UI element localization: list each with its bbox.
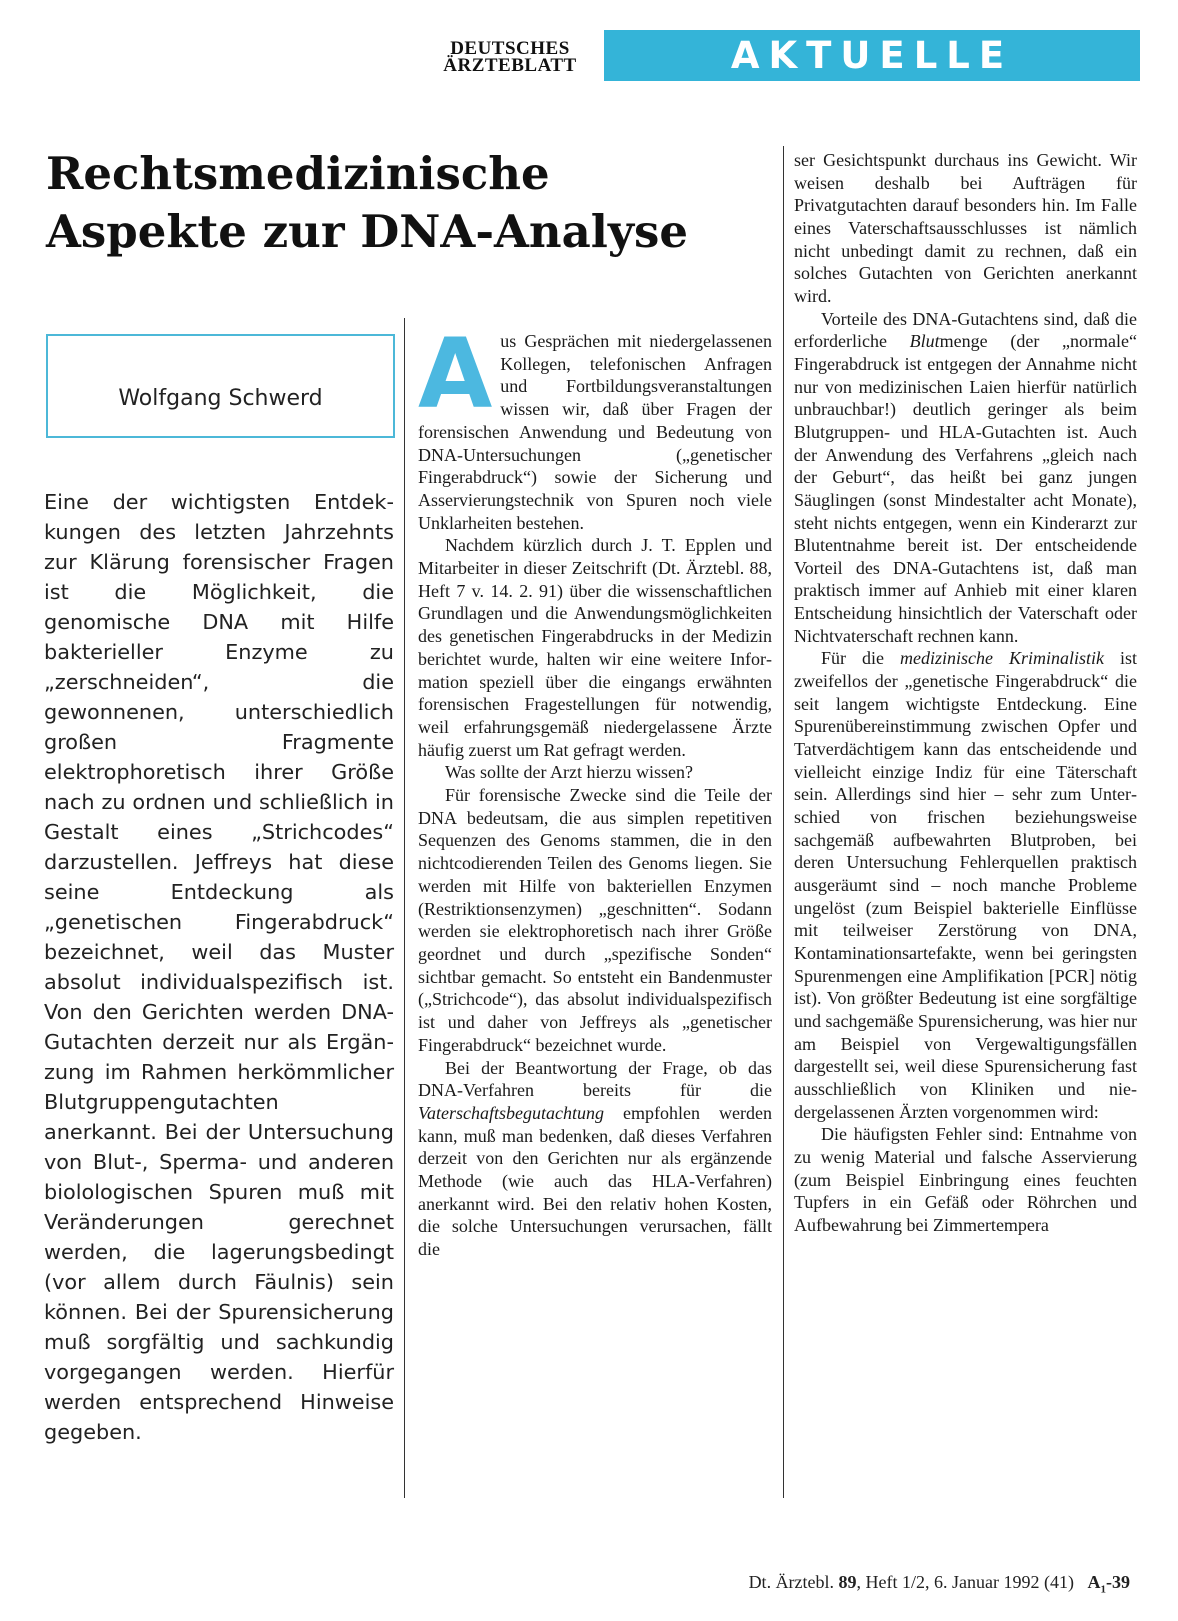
body-paragraph: Für forensische Zwecke sind die Teile der DNA bedeutsam, die aus simplen repetitiven Sequenzen des Genoms stammen, die in den nichtcodierenden Teilen des Genoms liegen. Sie werden mit Hilfe von bakteriellen Enzymen (Restriktionsenzymen) „geschnitten“. Sodann werden sie elektrophoretisch nach ihrer Größe geordnet und durch „spezifische Sonden“ sichtbar gemacht. So entsteht ein Bandenmuster („Strichcode“), das absolut individualspezifisch ist und daher von Jeffreys als „genetischer Fingerabdruck“ bezeichnet wurde. (418, 785, 772, 1055)
page-subscript: 1 (1100, 1583, 1106, 1596)
journal-name-line2: ÄRZTEBLATT (443, 55, 577, 76)
text-run: Für die (821, 648, 900, 669)
emphasis-text: Blut (909, 331, 940, 352)
body-paragraph: Die häufigsten Fehler sind: Entnahme von zu wenig Material und falsche Asservierung (zum Beispiel Einbringung eines feuchten Tupfers in ein Gefäß oder Röhrchen und Aufbewahrung bei Zimmertempera (794, 1124, 1137, 1235)
emphasis-text: Vaterschaftsbegutachtung (418, 1102, 604, 1123)
citation-prefix: Dt. Ärztebl. (748, 1572, 839, 1592)
intro-text: us Gesprächen mit niedergelassenen Kollegen, telefonischen Anfragen und Fortbildungsveranstaltungen wissen wir, daß über Fragen der forensischen Anwendung und Bedeutung von DNA-Untersuchungen („genetischer Fingerabdruck“) sowie der Sicherung und Asservierungstechnik von Spuren noch viele Unklarheiten bestehen. (418, 331, 772, 533)
body-paragraph: Was sollte der Arzt hierzu wissen? (445, 762, 693, 783)
text-run: ist zweifellos der „genetische Fingerabdruck“ die seit langem wichtigste Entdeckung. Eine Spurenübereinstimmung zwischen Opfer und Tatverdächtigem kann das entscheidende und vielleicht einzige Indiz für eine Täterschaft sein. Allerdings sind hier – sehr zum Unterschied von frischen beziehungsweise sachgemäß aufbewahrten Blutproben, bei deren Untersuchung Fehlerquellen praktisch ausgeräumt sind – noch manche Probleme ungelöst (zum Beispiel bakterielle Einflüsse mit teilweiser Zerstörung von DNA, Kontaminationsartefakte, wenn bei geringsten Spurenmengen eine Amplifikation [PCR] nötig ist). Von größter Bedeutung ist eine sorgfältige und sachgemäße Spurensicherung, was hier nur am Beispiel von Vergewaltigungsfällen dargestellt sei, weil diese Spurensicherung fast ausschließlich von Kliniken und niedergelassenen Ärzten vorgenommen wird: (794, 648, 1138, 1122)
body-paragraph: Nachdem kürzlich durch J. T. Epplen und Mitarbeiter in dieser Zeitschrift (Dt. Ärztebl. 88, Heft 7 v. 14. 2. 91) über die wissenschaftlichen Grundlagen und die Anwendungsmöglichkeiten des genetischen Fingerabdrucks in der Medizin berichtet wurde, halten wir eine weitere Information speziell über die eingangs erwähnten forensischen Fragestellungen für notwendig, weil erfahrungsgemäß niedergelassene Ärzte häufig zuerst um Rat gefragt werden. (418, 535, 772, 760)
right-column (794, 149, 1137, 1237)
middle-column (418, 318, 772, 1261)
body-paragraph (794, 647, 1137, 1123)
emphasis-text: medizinische Kriminalistik (900, 648, 1104, 669)
author-box (46, 334, 395, 438)
article-title-line1: Rechtsmedizinische (46, 147, 550, 200)
section-banner: AKTUELLE MEDIZIN (604, 30, 1140, 81)
page-num: -39 (1106, 1572, 1130, 1592)
citation-issue: , Heft 1/2, 6. Januar 1992 (41) (856, 1572, 1074, 1592)
journal-masthead (425, 40, 595, 74)
journal-name-line1: DEUTSCHES (450, 38, 570, 59)
text-run: Vorteile des DNA-Gutachtens sind, daß die erforderliche (794, 308, 1137, 352)
body-paragraph-continued: ser Gesichtspunkt durchaus ins Gewicht. Wir weisen deshalb bei Aufträgen für Privatgutachten darauf besonders hin. Im Falle eines Vaterschaftsausschlusses ist nämlich nicht unbedingt damit zu rechnen, daß ein solches Gutachten von Gerichten anerkannt wird. (794, 150, 1137, 306)
body-paragraph-intro (418, 318, 772, 534)
text-run: Bei der Beantwortung der Frage, ob das DNA-Verfahren bereits für die (418, 1057, 772, 1101)
body-paragraph (418, 1057, 772, 1261)
body-paragraph (794, 308, 1137, 648)
page-number (1087, 1572, 1131, 1596)
page-footer (749, 1572, 1130, 1596)
text-run: empfohlen werden kann, muß man bedenken, daß dieses Verfahren derzeit von den Gerichten nur als ergänzende Methode (wie auch das HLA-Verfahren) anerkannt wird. Bei den relativ hohen Kosten, die solche Untersuchungen verursachen, fällt die (418, 1102, 772, 1260)
drop-cap: A (418, 318, 493, 430)
lead-paragraph: Eine der wichtigsten Entdekkungen des letzten Jahrzehnts zur Klärung forensischer Fragen ist die Möglichkeit, die genomische DNA mit Hilfe bakterieller Enzyme zu „zerschneiden“, die gewonnenen, unterschiedlich großen Fragmente elektrophoretisch ihrer Größe nach zu ordnen und schließlich in Gestalt eines „Strichcodes“ darzustellen. Jeffreys hat diese seine Entdeckung als „genetischen Fingerabdruck“ bezeichnet, weil das Muster absolut individualspezifisch ist. Von den Gerichten werden DNA-Gutachten derzeit nur als Ergänzung im Rahmen herkömmlicher Blutgruppengutachten anerkannt. Bei der Untersuchung von Blut-, Sperma- und anderen biolologischen Spuren muß mit Veränderungen gerechnet werden, die lagerungsbedingt (vor allem durch Fäulnis) sein können. Bei der Spurensicherung muß sorgfältig und sachkundig vorgegangen werden. Hierfür werden entsprechend Hinweise gegeben. (44, 490, 394, 1444)
column-divider-left (404, 318, 405, 1498)
column-divider-right (783, 146, 784, 1498)
text-run: menge (der „normale“ Fingerabdruck ist entgegen der Annahme nicht nur von medizinischen Laien hierfür natürlich unbrauchbar!) deutlich geringer als beim Blutgruppen- und HLA-Gutachten ist. Auch der Anwendung des Verfahrens „gleich nach der Geburt“, das heißt bei ganz jungen Säuglingen (sonst Mindestalter acht Monate), steht nichts entgegen, wenn ein Kinderarzt zur Blutentnahme bereit ist. Der entscheidende Vorteil des DNA-Gutachtens ist, daß man praktisch immer auf Anhieb mit einer klaren Entscheidung hinsichtlich der Vaterschaft oder Nichtvaterschaft rechnen kann. (794, 331, 1137, 646)
article-title-line2: Aspekte zur DNA-Analyse (46, 205, 688, 258)
page-prefix: A (1087, 1572, 1101, 1592)
citation-volume: 89 (838, 1572, 857, 1592)
article-title (46, 145, 766, 261)
author-name: Wolfgang Schwerd (118, 386, 323, 411)
lead-column (44, 487, 394, 1447)
